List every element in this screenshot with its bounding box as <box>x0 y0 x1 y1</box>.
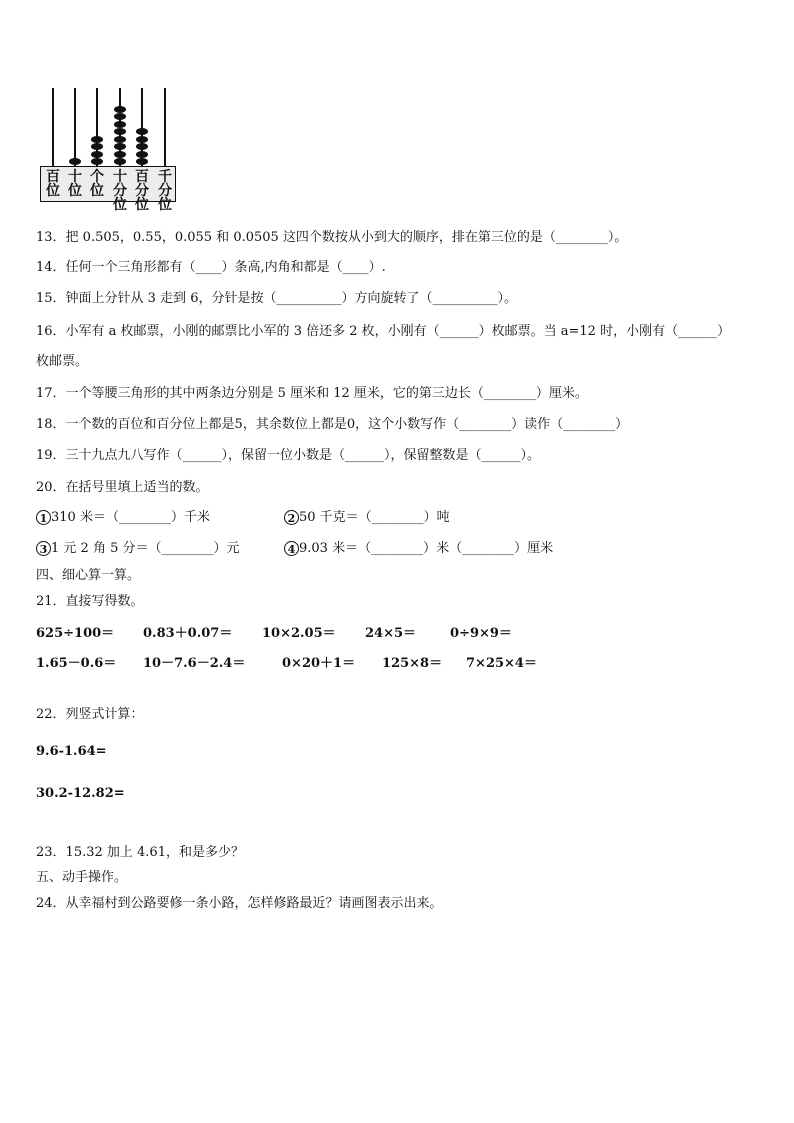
abacus-bead <box>91 158 103 165</box>
q21-expr: 0.83＋0.07＝ <box>143 626 233 641</box>
q20-item-text: 1 元 2 角 5 分＝（________）元 <box>51 541 240 556</box>
abacus-bead <box>114 121 126 128</box>
abacus-place-label: 千分位 <box>158 169 172 213</box>
abacus-place-label: 百分位 <box>135 169 149 213</box>
abacus-bead <box>136 136 148 143</box>
abacus-place-label: 十分位 <box>113 169 127 213</box>
abacus-bead <box>136 151 148 158</box>
question-18: 18．一个数的百位和百分位上都是5，其余数位上都是0，这个小数写作（________）读作（________） <box>36 417 629 432</box>
q20-item-4 <box>284 541 553 557</box>
abacus-bead <box>114 158 126 165</box>
q20-item-1 <box>36 510 210 526</box>
abacus-bead <box>91 151 103 158</box>
abacus-bead <box>136 128 148 135</box>
q20-item-text: 310 米＝（________）千米 <box>51 510 210 525</box>
question-16-line-1: 16．小军有 a 枚邮票，小刚的邮票比小军的 3 倍还多 2 枚，小刚有（______）枚邮票。当 a=12 时，小刚有（______） <box>36 324 731 339</box>
circled-number: 3 <box>36 541 51 556</box>
q21-expr: 24×5＝ <box>365 626 417 641</box>
q21-expr: 1.65－0.6＝ <box>36 656 117 671</box>
q20-item-text: 9.03 米＝（________）米（________）厘米 <box>299 541 554 556</box>
q20-item-2 <box>284 510 450 526</box>
question-17: 17．一个等腰三角形的其中两条边分别是 5 厘米和 12 厘米，它的第三边长（________）厘米。 <box>36 386 588 401</box>
abacus-bead <box>114 143 126 150</box>
question-24: 24．从幸福村到公路要修一条小路，怎样修路最近？请画图表示出来。 <box>36 896 443 911</box>
q22-expr: 30.2-12.82= <box>36 786 125 801</box>
abacus-figure <box>40 88 176 214</box>
question-22: 22．列竖式计算： <box>36 707 144 722</box>
question-16-line-2: 枚邮票。 <box>36 354 89 369</box>
question-23: 23．15.32 加上 4.61，和是多少？ <box>36 845 244 860</box>
q22-expr: 9.6-1.64= <box>36 744 107 759</box>
abacus-rod <box>52 88 54 166</box>
question-15: 15．钟面上分针从 3 走到 6，分针是按（__________）方向旋转了（__________）。 <box>36 291 517 306</box>
abacus-rod <box>74 88 76 166</box>
circled-number: 2 <box>284 510 299 525</box>
question-20: 20．在括号里填上适当的数。 <box>36 480 209 495</box>
abacus-bead <box>136 158 148 165</box>
abacus-bead <box>91 136 103 143</box>
question-19: 19．三十九点九八写作（______），保留一位小数是（______），保留整数是（______）。 <box>36 448 541 463</box>
question-21: 21．直接写得数。 <box>36 594 144 609</box>
abacus-bead <box>69 158 81 165</box>
abacus-bead <box>114 128 126 135</box>
question-13: 13．把 0.505，0.55，0.055 和 0.0505 这四个数按从小到大的顺序，排在第三位的是（________）。 <box>36 230 628 245</box>
abacus-place-label: 十位 <box>68 169 82 199</box>
abacus-bead <box>114 106 126 113</box>
q21-expr: 7×25×4＝ <box>466 656 537 671</box>
section-5-heading: 五、动手操作。 <box>36 870 128 885</box>
q20-item-text: 50 千克＝（________）吨 <box>299 510 450 525</box>
q21-expr: 0÷9×9＝ <box>450 626 512 641</box>
abacus-bead <box>136 143 148 150</box>
abacus-place-label: 个位 <box>90 169 104 199</box>
circled-number: 1 <box>36 510 51 525</box>
abacus-rod <box>164 88 166 166</box>
abacus-bead <box>114 113 126 120</box>
section-4-heading: 四、细心算一算。 <box>36 568 141 583</box>
q21-expr: 0×20＋1＝ <box>282 656 356 671</box>
q21-expr: 10×2.05＝ <box>262 626 336 641</box>
abacus-bead <box>91 143 103 150</box>
q21-expr: 625÷100＝ <box>36 626 115 641</box>
circled-number: 4 <box>284 541 299 556</box>
abacus-place-label: 百位 <box>46 169 60 199</box>
q21-expr: 10－7.6－2.4＝ <box>143 656 246 671</box>
abacus-bead <box>114 151 126 158</box>
abacus-bead <box>114 136 126 143</box>
q20-item-3 <box>36 541 239 557</box>
question-14: 14．任何一个三角形都有（____）条高,内角和都是（____）. <box>36 260 386 275</box>
q21-expr: 125×8＝ <box>382 656 443 671</box>
